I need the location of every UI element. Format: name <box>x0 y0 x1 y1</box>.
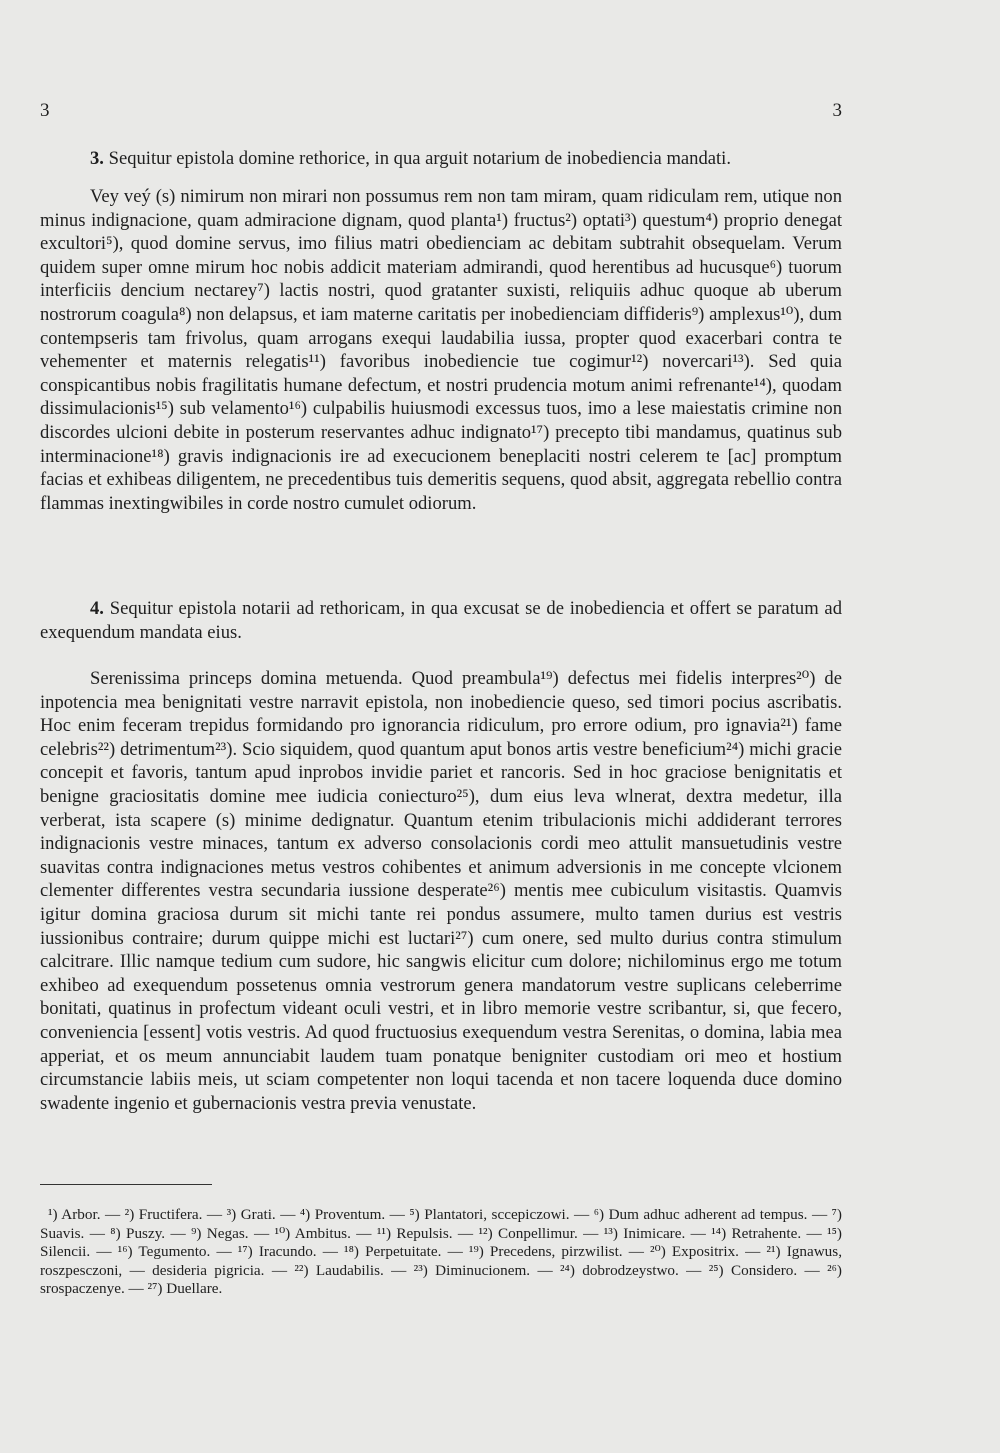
section-3-heading <box>40 147 842 171</box>
footnotes <box>40 1206 842 1299</box>
page-number-left: 3 <box>40 100 50 121</box>
section-4-title: Sequitur epistola notarii ad rethoricam, in qua excusat se de inobediencia et offert se paratum ad exequendum mandata eius. <box>40 598 842 643</box>
section-3-number: 3. <box>90 148 104 169</box>
section-4-heading <box>40 597 842 644</box>
page-number-right: 3 <box>832 100 842 121</box>
section-4-body: Serenissima princeps domina metuenda. Quod preambula¹⁹) defectus mei fidelis interpres²⁰) de inpotencia mea benignitati vestre narravit epistola, non inobediencie queso, sed timori pocius ascribatis. Hoc enim feceram trepidus formidando pro ignorancia ridiculum, pro errore odium, pro ignavia²¹) fame celebris²²) detrimentum²³). Scio siquidem, quod quantum aput bonos artis vestre beneficium²⁴) michi gracie concepit et favoris, tantum apud inprobos invidie pariet et rancoris. Sed in hoc graciose benignitatis et benigne graciositatis domine mee iudicia coniecturo²⁵), dum eius leva wlnerat, dextra medetur, illa verberat, ista scapere (s) minime dedignatur. Quantum etenim tribulacionis michi addiderant terrores indignacionis vestre minaces, tantum ex adverso consolacionis cordi meo attulit mansuetudinis vestre suavitas contra indignaciones metus vestros cohibentes et animum adversionis in me concepte vlcionem clementer differentes vestra secundaria iussione desperate²⁶) mentis mee cubiculum visitastis. Quamvis igitur domina graciosa durum sit michi tante rei pondus assumere, multo tamen durius est vestris iussionibus contraire; durum quippe michi est luctari²⁷) cum onere, sed multo durius contra stimulum calcitrare. Illic namque tedium cum sudore, hic sangwis elicitur cum dolore; nichilominus ergo me totum exhibeo ad exequendum possetenus omnia vestrorum genera mandatorum vestre suplicans celeberrime bonitati, quatinus in profectum videant oculi vestri, et in libro memorie vestre scribantur, si, que fecero, convenienciа [essent] votis vestris. Ad quod fructuosius exequendum vestra Serenitas, o domina, labia mea apperiat, et os meum annunciabit laudem tuam ponatque benigniter custodiam ori meo et hostium circumstancie labiis meis, ut sciam competenter non loqui tacenda et non tacere loquenda duce domino swadente ingenio et gubernacionis vestra previa venustate. <box>40 668 842 1114</box>
section-4-number: 4. <box>90 598 104 619</box>
section-3-title: Sequitur epistola domine rethorice, in qua arguit notarium de inobediencia mandati. <box>108 148 731 169</box>
footnote-rule <box>40 1184 212 1185</box>
section-3-body: Vey veý (s) nimirum non mirari non possumus rem non tam miram, quam ridiculam rem, utique non minus indignacione, quam admiracione dignam, quod planta¹) fructus²) optati³) questum⁴) proprio denegat excultori⁵), quod domine servus, imo filius matri obedienciam ac debitam subtrahit obsequelam. Verum quidem super omne mirum hoc nobis addicit materiam admirandi, quod herentibus ad hucusque⁶) tuorum interficiis dencium nectarey⁷) lactis nostri, quod gratanter suxisti, reliquiis adhuc quoque ab uberum nostrorum coagula⁸) non delapsus, et iam materne caritatis per inobedienciam diffideris⁹) amplexus¹⁰), dum contempseris tam frivolus, quam arrogans exequi laudabilia iussa, propter quod exacerbari contra te vehementer et maternis relegatis¹¹) favoribus inobediencie tue cogimur¹²) novercari¹³). Sed quia conspicantibus nobis fragilitatis humane defectum, et nostri prudencia motum animi refrenante¹⁴), quodam dissimulacionis¹⁵) sub velamento¹⁶) culpabilis huiusmodi excessus tuos, imo a lese maiestatis crimine non discordes ulcioni debite in posterum reservantes adhuc indignato¹⁷) precepto tibi mandamus, quatinus sub interminacione¹⁸) gravis indignacionis ire ad execucionem beneplaciti nostri celerem te [ac] promptum facias et exhibeas diligentem, ne precedentibus tuis demeritis sequens, quod absit, aggregata rebellio contra flammas inextingwibiles in corde nostro cumulet odiorum. <box>40 186 842 514</box>
footnotes-text: ¹) Arbor. — ²) Fructifera. — ³) Grati. — ⁴) Proventum. — ⁵) Plantatori, scсepiczowi. — ⁶) Dum adhuc adherent ad tempus. — ⁷) Suavis. — ⁸) Puszy. — ⁹) Negas. — ¹⁰) Ambitus. — ¹¹) Repulsis. — ¹²) Conpellimur. — ¹³) Inimicare. — ¹⁴) Retrahente. — ¹⁵) Silencii. — ¹⁶) Tegumento. — ¹⁷) Iracundo. — ¹⁸) Perpetuitate. — ¹⁹) Precedens, pirzwilist. — ²⁰) Expositrix. — ²¹) Ignawus, roszpesczoni, — desideria pigricia. — ²²) Laudabilis. — ²³) Diminucionem. — ²⁴) dobrodzeystwo. — ²⁵) Considero. — ²⁶) srospaczenye. — ²⁷) Duellare. <box>40 1206 842 1298</box>
